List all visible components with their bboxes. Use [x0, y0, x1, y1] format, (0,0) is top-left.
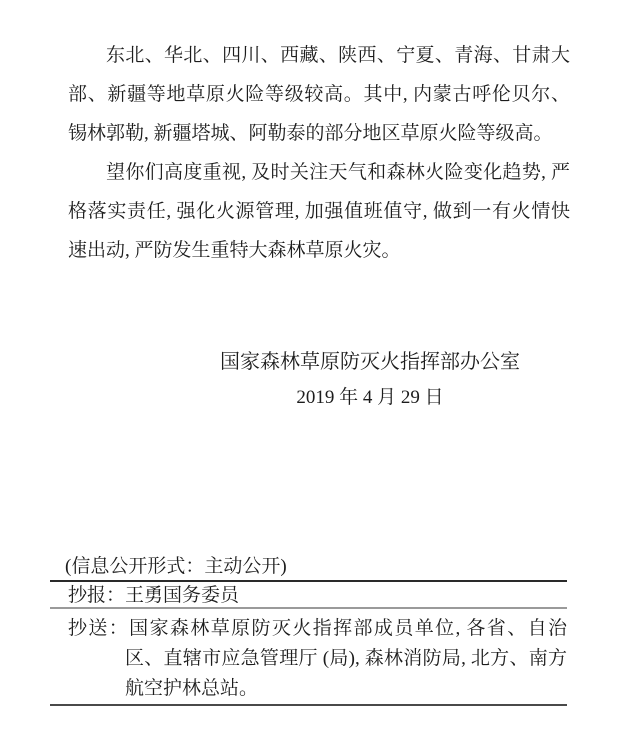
document-body: [68, 36, 570, 270]
copy-to-line: 抄送：国家森林草原防灭火指挥部成员单位, 各省、自治区、直辖市应急管理厅 (局), 森林消防局, 北方、南方航空护林总站。: [68, 618, 567, 699]
info-disclosure-line: (信息公开形式：主动公开): [50, 556, 567, 582]
signature-organization: 国家森林草原防灭火指挥部办公室: [220, 351, 520, 373]
signature-block: [200, 344, 540, 416]
signature-date: 2019 年 4 月 29 日: [296, 387, 444, 408]
body-paragraph-2: 望你们高度重视, 及时关注天气和森林火险变化趋势, 严格落实责任, 强化火源管理, 加强值班值守, 做到一有火情快速出动, 严防发生重特大森林草原火灾。: [68, 162, 570, 261]
footer-block: [50, 556, 567, 706]
copy-report-line: 抄报：王勇国务委员: [50, 582, 567, 609]
copy-to-block: [50, 609, 567, 706]
body-paragraph-1: 东北、华北、四川、西藏、陕西、宁夏、青海、甘肃大部、新疆等地草原火险等级较高。其中, 内蒙古呼伦贝尔、锡林郭勒, 新疆塔城、阿勒泰的部分地区草原火险等级高。: [68, 45, 570, 144]
